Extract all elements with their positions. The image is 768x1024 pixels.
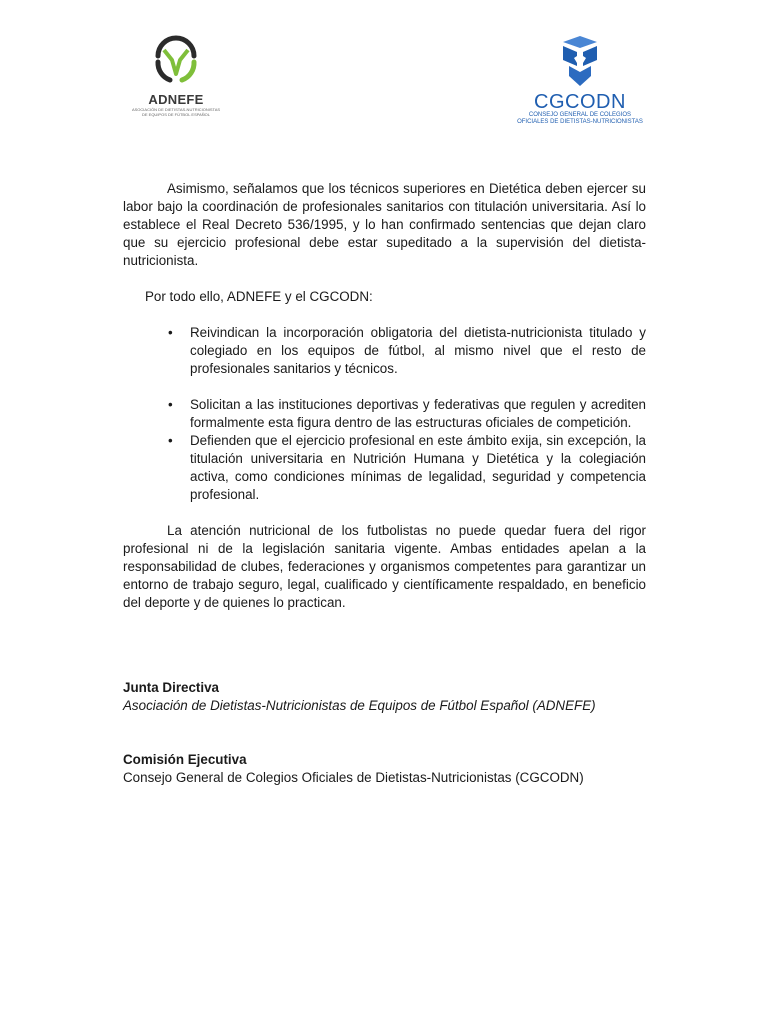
signature-title: Comisión Ejecutiva [123, 752, 247, 767]
signature-adnefe [123, 679, 663, 715]
list-item: • Defienden que el ejercicio profesional en este ámbito exija, sin excepción, la titulación universitaria en Nutrición Humana y Dietética y la colegiación activa, como condiciones mínimas de legalidad, seguridad y competencia profesional. [190, 432, 646, 504]
paragraph-2: Por todo ello, ADNEFE y el CGCODN: [145, 289, 373, 304]
adnefe-subtitle-1: ASOCIACIÓN DE DIETISTAS-NUTRICIONISTAS [131, 107, 221, 112]
paragraph-3: La atención nutricional de los futbolistas no puede quedar fuera del rigor profesional ni de la legislación sanitaria vigente. Ambas entidades apelan a la responsabilidad de clubes, federaciones y organismos competentes para garantizar un entorno de trabajo seguro, legal, cualificado y científicamente respaldado, en beneficio del deporte y de quienes lo practican. [123, 523, 646, 610]
signature-title: Junta Directiva [123, 680, 220, 695]
signature-org: Asociación de Dietistas-Nutricionistas de Equipos de Fútbol Español (ADNEFE) [123, 698, 596, 713]
cgcodn-subtitle-1: CONSEJO GENERAL DE COLEGIOS [528, 112, 632, 118]
cgcodn-subtitle-2: OFICIALES DE DIETISTAS-NUTRICIONISTAS [517, 119, 643, 125]
list-item: • Reivindican la incorporación obligatoria del dietista-nutricionista titulado y colegiado en los equipos de fútbol, al mismo nivel que el resto de profesionales sanitarios y técnicos. [190, 324, 646, 378]
paragraph-1: Asimismo, señalamos que los técnicos superiores en Dietética deben ejercer su labor bajo la coordinación de profesionales sanitarios con titulación universitaria. Así lo establece el Real Decreto 536/1995, y lo han confirmado sentencias que dejan claro que su ejercicio profesional debe estar supeditado a la supervisión del dietista-nutricionista. [123, 181, 646, 268]
cgcodn-emblem-icon [555, 36, 605, 88]
cgcodn-logo [512, 36, 648, 132]
signature-org: Consejo General de Colegios Oficiales de Dietistas-Nutricionistas (CGCODN) [123, 770, 584, 785]
cgcodn-name: CGCODN [534, 91, 626, 113]
demands-list [123, 324, 646, 504]
list-item: • Solicitan a las instituciones deportivas y federativas que regulen y acrediten formalmente esta figura dentro de las estructuras oficiales de competición. [190, 396, 646, 432]
signature-cgcodn [123, 751, 663, 787]
adnefe-subtitle-2: DE EQUIPOS DE FÚTBOL ESPAÑOL [141, 112, 210, 117]
adnefe-name: ADNEFE [148, 92, 204, 107]
adnefe-emblem-icon [148, 34, 204, 90]
body-content [123, 180, 646, 612]
adnefe-logo [128, 34, 224, 130]
